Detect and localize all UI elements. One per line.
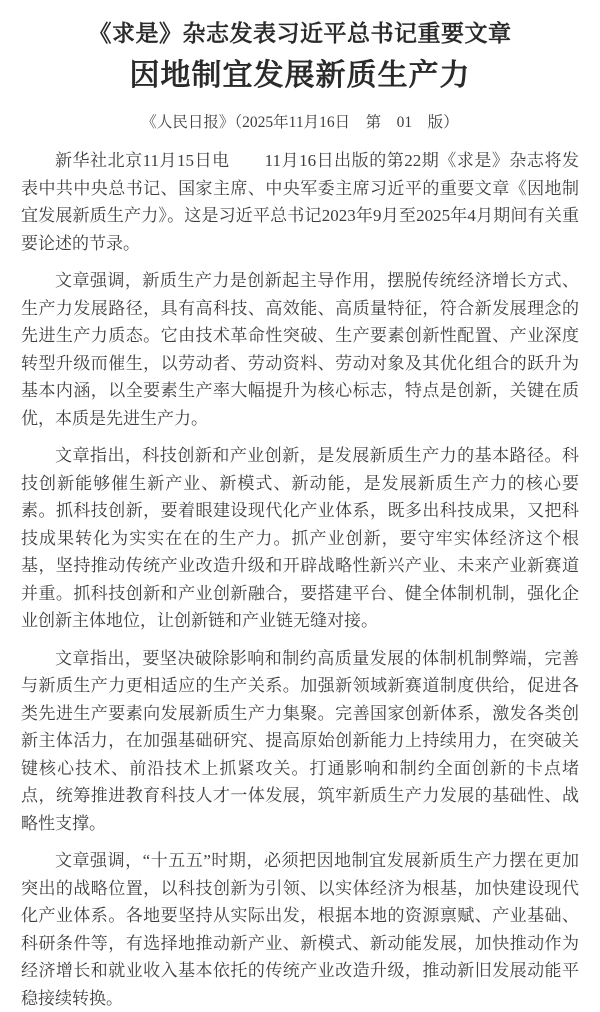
paragraph-2: 文章强调，新质生产力是创新起主导作用，摆脱传统经济增长方式、生产力发展路径，具有高科技、高效能、高质量特征，符合新发展理念的先进生产力质态。它由技术革命性突破、生产要素创新性配置、产业深度转型升级而催生，以劳动者、劳动资料、劳动对象及其优化组合的跃升为基本内涵，以全要素生产率大幅提升为核心标志，特点是创新，关键在质优，本质是先进生产力。 — [21, 271, 579, 428]
paragraph-1: 新华社北京11月15日电 11月16日出版的第22期《求是》杂志将发表中共中央总书记、国家主席、中央军委主席习近平的重要文章《因地制宜发展新质生产力》。这是习近平总书记2023年9月至2025年4月期间有关重要论述的节录。 — [21, 151, 579, 253]
source-line: 《人民日报》（2025年11月16日 第 01 版） — [141, 114, 459, 131]
paragraph-4: 文章指出，要坚决破除影响和制约高质量发展的体制机制弊端，完善与新质生产力更相适应的生产关系。加强新领域新赛道制度供给，促进各类先进生产要素向发展新质生产力集聚。完善国家创新体系，激发各类创新主体活力，在加强基础研究、提高原始创新能力上持续用力，在突破关键核心技术、前沿技术上抓紧攻关。打通影响和制约全面创新的卡点堵点，统筹推进教育科技人才一体发展，筑牢新质生产力发展的基础性、战略性支撑。 — [21, 648, 579, 833]
eyebrow-title: 《求是》杂志发表习近平总书记重要文章 — [88, 20, 512, 46]
main-title: 因地制宜发展新质生产力 — [129, 59, 471, 92]
paragraph-5: 文章强调，“十五五”时期，必须把因地制宜发展新质生产力摆在更加突出的战略位置，以科技创新为引领、以实体经济为根基，加快建设现代化产业体系。各地要坚持从实际出发，根据本地的资源禀赋、产业基础、科研条件等，有选择地推动新产业、新模式、新动能发展，加快推动作为经济增长和就业收入基本依托的传统产业改造升级，推动新旧发展动能平稳接续转换。 — [21, 851, 579, 1008]
paragraph-3: 文章指出，科技创新和产业创新，是发展新质生产力的基本路径。科技创新能够催生新产业、新模式、新动能，是发展新质生产力的核心要素。抓科技创新，要着眼建设现代化产业体系，既多出科技成果，又把科技成果转化为实实在在的生产力。抓产业创新，要守牢实体经济这个根基，坚持推动传统产业改造升级和开辟战略性新兴产业、未来产业新赛道并重。抓科技创新和产业创新融合，要搭建平台、健全体制机制，强化企业创新主体地位，让创新链和产业链无缝对接。 — [21, 446, 579, 630]
article-body — [21, 147, 579, 1012]
